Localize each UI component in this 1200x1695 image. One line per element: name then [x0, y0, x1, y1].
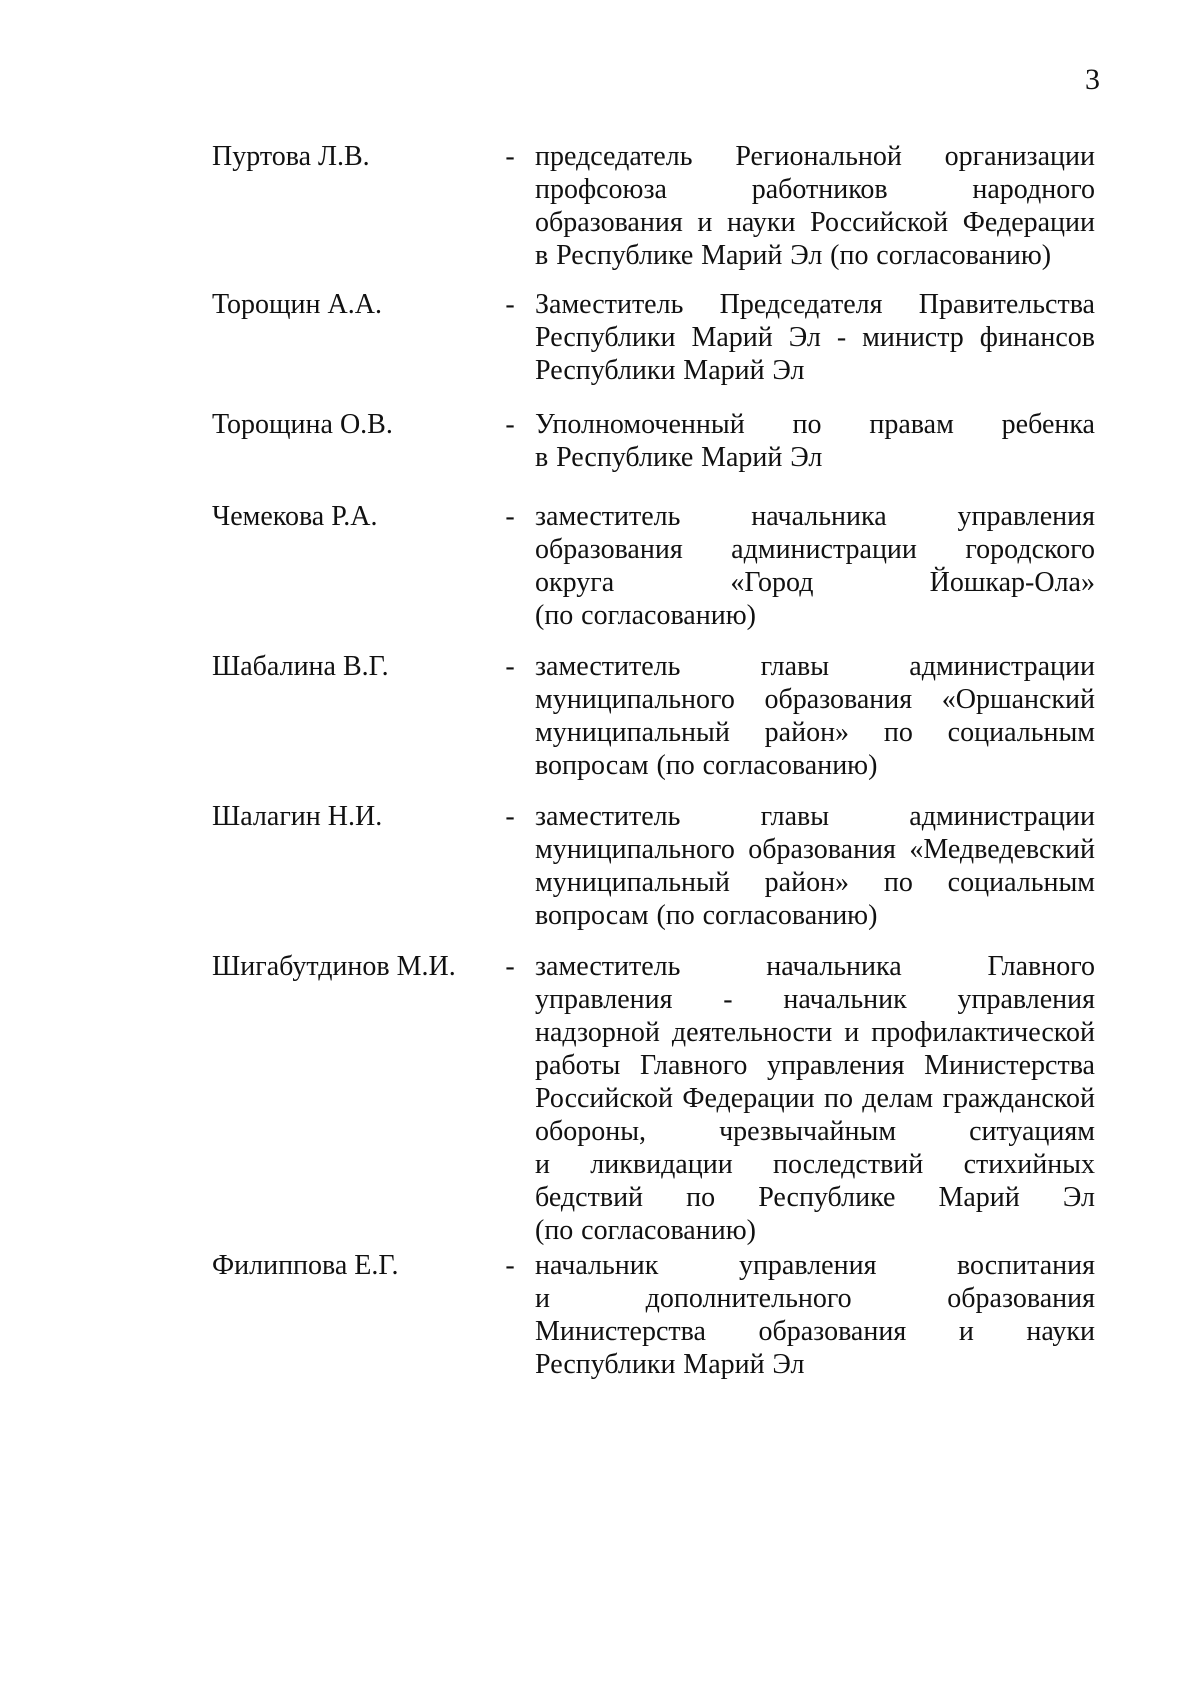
member-name: Филиппова Е.Г.: [212, 1250, 399, 1281]
dash-separator: -: [505, 409, 515, 440]
position-line: Республики Марий Эл: [535, 355, 805, 386]
position-line: образования администрации городского: [535, 534, 1095, 565]
member-position: [535, 1249, 1095, 1381]
member-name: Шабалина В.Г.: [212, 651, 389, 682]
position-line: муниципальный район» по социальным: [535, 717, 1095, 748]
page-number: 3: [1085, 63, 1100, 96]
position-line: образования и науки Российской Федерации: [535, 207, 1095, 238]
position-line: Республики Марий Эл - министр финансов: [535, 322, 1095, 353]
member-name: Торощин А.А.: [212, 289, 382, 320]
dash-separator: -: [505, 651, 515, 682]
position-line: (по согласованию): [535, 1215, 756, 1246]
position-line: обороны, чрезвычайным ситуациям: [535, 1116, 1095, 1147]
member-position: [535, 650, 1095, 782]
position-line: муниципального образования «Оршанский: [535, 684, 1095, 715]
position-line: заместитель главы администрации: [535, 801, 1095, 832]
member-name: Торощина О.В.: [212, 409, 393, 440]
position-line: Министерства образования и науки: [535, 1316, 1095, 1347]
dash-separator: -: [505, 1250, 515, 1281]
position-line: округа «Город Йошкар-Ола»: [535, 567, 1095, 598]
dash-separator: -: [505, 951, 515, 982]
member-position: [535, 950, 1095, 1247]
member-name: Шигабутдинов М.И.: [212, 951, 456, 982]
position-line: начальник управления воспитания: [535, 1250, 1095, 1281]
position-line: в Республике Марий Эл: [535, 442, 823, 473]
position-line: заместитель главы администрации: [535, 651, 1095, 682]
position-line: муниципального образования «Медведевский: [535, 834, 1095, 865]
position-line: вопросам (по согласованию): [535, 750, 878, 781]
dash-separator: -: [505, 801, 515, 832]
member-name: Чемекова Р.А.: [212, 501, 378, 532]
position-line: (по согласованию): [535, 600, 756, 631]
position-line: профсоюза работников народного: [535, 174, 1095, 205]
member-position: [535, 140, 1095, 272]
member-position: [535, 288, 1095, 387]
position-line: муниципальный район» по социальным: [535, 867, 1095, 898]
dash-separator: -: [505, 501, 515, 532]
position-line: заместитель начальника управления: [535, 501, 1095, 532]
member-name: Пуртова Л.В.: [212, 141, 370, 172]
position-line: и дополнительного образования: [535, 1283, 1095, 1314]
position-line: Российской Федерации по делам гражданской: [535, 1083, 1095, 1114]
member-position: [535, 500, 1095, 632]
position-line: вопросам (по согласованию): [535, 900, 878, 931]
position-line: бедствий по Республике Марий Эл: [535, 1182, 1095, 1213]
position-line: и ликвидации последствий стихийных: [535, 1149, 1095, 1180]
member-name: Шалагин Н.И.: [212, 801, 383, 832]
position-line: управления - начальник управления: [535, 984, 1095, 1015]
position-line: Уполномоченный по правам ребенка: [535, 409, 1095, 440]
position-line: Республики Марий Эл: [535, 1349, 805, 1380]
member-position: [535, 408, 1095, 474]
position-line: надзорной деятельности и профилактической: [535, 1017, 1095, 1048]
position-line: Заместитель Председателя Правительства: [535, 289, 1095, 320]
position-line: работы Главного управления Министерства: [535, 1050, 1095, 1081]
position-line: председатель Региональной организации: [535, 141, 1095, 172]
member-position: [535, 800, 1095, 932]
dash-separator: -: [505, 289, 515, 320]
dash-separator: -: [505, 141, 515, 172]
position-line: заместитель начальника Главного: [535, 951, 1095, 982]
position-line: в Республике Марий Эл (по согласованию): [535, 240, 1052, 271]
